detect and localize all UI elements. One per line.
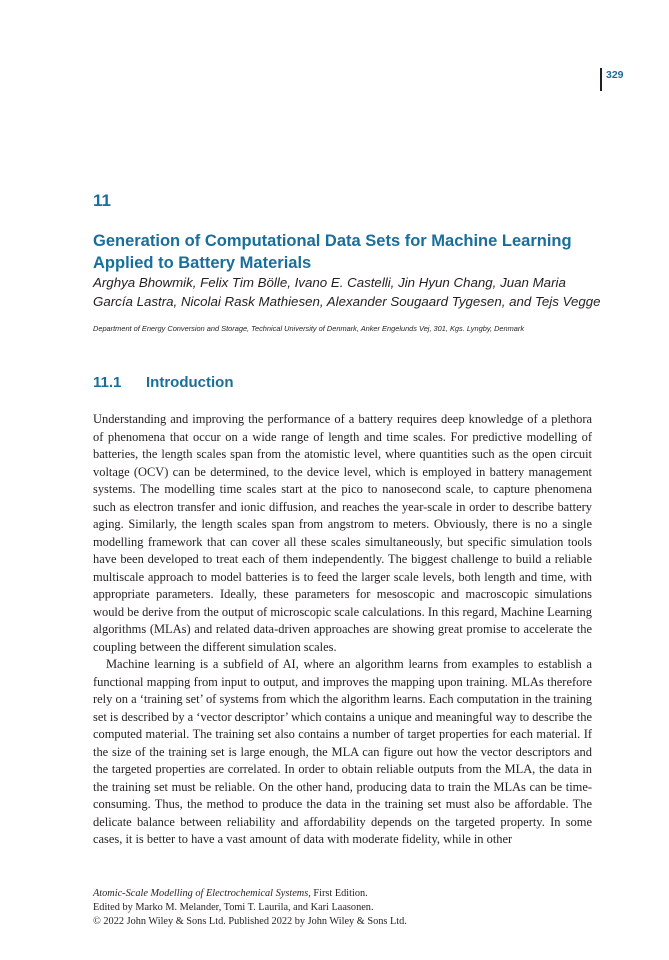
footer-book-title: Atomic-Scale Modelling of Electrochemical Systems xyxy=(93,888,309,899)
chapter-authors: Arghya Bhowmik, Felix Tim Bölle, Ivano E. Castelli, Jin Hyun Chang, Juan Maria García Lastra, Nicolai Rask Mathiesen, Alexander Sougaard Tygesen, and Tejs Vegge xyxy=(93,275,601,309)
page-number-rule xyxy=(600,68,602,91)
page-number: 329 xyxy=(606,69,624,81)
section-number: 11.1 xyxy=(93,374,122,391)
copyright-footer xyxy=(93,887,593,928)
body-text xyxy=(93,411,592,849)
section-title: Introduction xyxy=(146,374,234,391)
body-paragraph: Machine learning is a subfield of AI, where an algorithm learns from examples to establish a functional mapping from input to output, and improves the mapping upon training. MLAs therefore rely on a ‘training set’ of systems from which the algorithm learns. Each computation in the training set is described by a ‘vector descriptor’ which contains a unique and meaningful way to describe the computed material. The training set also contains a number of target properties for each material. If the size of the training set is large enough, the MLA can figure out how the vector descriptors and the targeted properties are correlated. In order to obtain reliable outputs from the MLA, the data in the training set must be reliable. On the other hand, producing data to train the MLAs can be time-consuming. Thus, the method to produce the data in the training set must also be affordable. The delicate balance between reliability and affordability depends on the targeted property. In some cases, it is better to have a vast amount of data with moderate fidelity, while in other xyxy=(93,657,592,846)
footer-book-line xyxy=(93,887,593,901)
chapter-title: Generation of Computational Data Sets for Machine Learning Applied to Battery Materials xyxy=(93,232,572,272)
footer-editors: Edited by Marko M. Melander, Tomi T. Laurila, and Kari Laasonen. xyxy=(93,901,374,913)
chapter-number: 11 xyxy=(93,191,111,210)
author-affiliation: Department of Energy Conversion and Storage, Technical University of Denmark, Anker Engelunds Vej, 301, Kgs. Lyngby, Denmark xyxy=(93,324,525,333)
body-paragraph: Understanding and improving the performance of a battery requires deep knowledge of a plethora of phenomena that occur on a wide range of length and time scales. For predictive modelling of batteries, the length scales span from the atomistic level, where quantities such as the open circuit voltage (OCV) can be determined, to the device level, which is employed in battery management systems. The modelling time scales start at the pico to nanosecond scale, to capture phenomena such as electron transfer and ionic diffusion, and reaches the year-scale in order to describe battery aging. Similarly, the length scales span from angstrom to meters. Obviously, there is no a single modelling framework that can cover all these scales simultaneously, but specific simulation tools have been developed to treat each of them independently. The biggest challenge to build a reliable multiscale approach to model batteries is to feed the larger scale levels, both length and time, with appropriate parameters. Ideally, these parameters for mesoscopic and macroscopic simulations would be derive from the output of microscopic scale calculations. In this regard, Machine Learning algorithms (MLAs) and related data-driven approaches are showing great promise to accelerate the coupling between the different simulation scales. xyxy=(93,412,592,654)
footer-copyright: © 2022 John Wiley & Sons Ltd. Published 2022 by John Wiley & Sons Ltd. xyxy=(93,915,407,927)
section-heading xyxy=(93,374,233,391)
footer-edition: , First Edition. xyxy=(308,888,368,899)
